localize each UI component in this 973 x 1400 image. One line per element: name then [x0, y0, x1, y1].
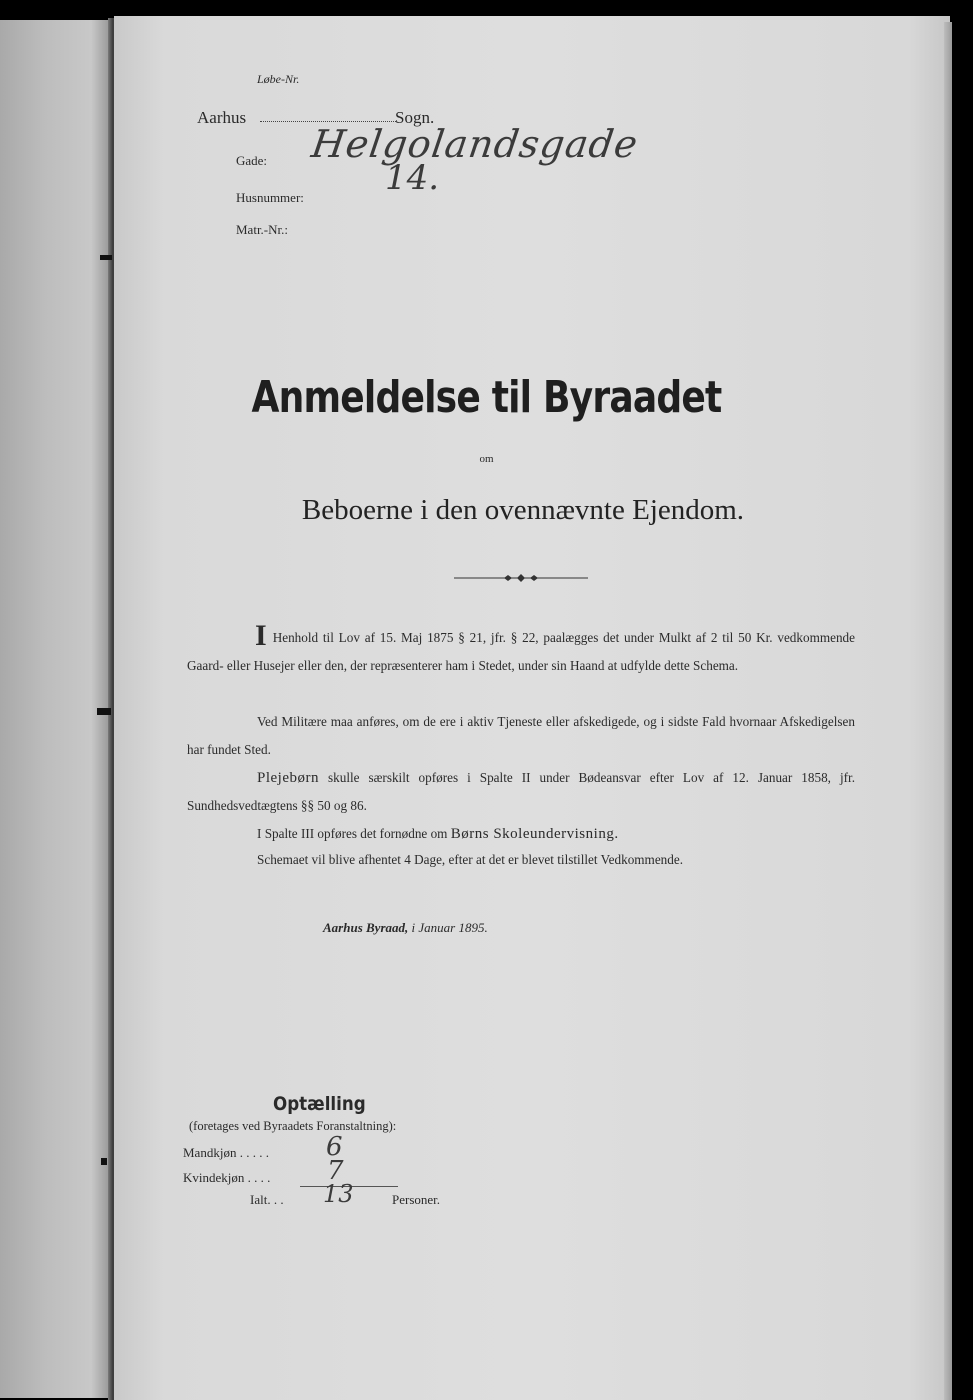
lobe-nr-label: Løbe-Nr.: [257, 72, 300, 86]
husnummer-handwritten-value: 14.: [385, 158, 440, 198]
skoleundervisning-emphasis: Børns Skoleundervisning.: [450, 826, 619, 842]
husnummer-label: Husnummer:: [236, 190, 304, 205]
mandkjon-value: 6: [326, 1132, 343, 1162]
title-om: om: [479, 453, 494, 465]
paragraph-text: Henhold til Lov af 15. Maj 1875 § 21, jfr. § 22, paalægges det under Mulkt af 2 til 50 Kr. vedkommende Gaard- eller Husejer eller den, der repræsenterer ham i Stedet, under sin Haand at udfylde dette Schema.: [187, 630, 855, 673]
gade-label: Gade:: [236, 153, 268, 168]
sogn-label: Sogn.: [395, 108, 435, 127]
kvindekjon-label: Kvindekjøn . . . .: [183, 1170, 271, 1185]
plejeborn-lead: Plejebørn: [257, 770, 319, 786]
margin-mark: [101, 1158, 107, 1165]
ialt-value: 13: [323, 1180, 354, 1208]
drop-cap: I: [255, 619, 267, 652]
kvindekjon-value: 7: [327, 1156, 344, 1186]
plejeborn-paragraph: [187, 764, 855, 820]
gade-handwritten-value: Helgolandsgade: [308, 122, 641, 166]
matr-nr-label: Matr.-Nr.:: [236, 222, 288, 237]
margin-mark: [100, 255, 112, 260]
military-paragraph: Ved Militære maa anføres, om de ere i aktiv Tjeneste eller afskedigede, og i sidste Fald hvornaar Afskedigelsen har fundet Sted.: [187, 714, 855, 757]
aarhus-label: Aarhus: [197, 108, 247, 127]
instruction-paragraph: [187, 619, 855, 680]
pickup-paragraph: Schemaet vil blive afhentet 4 Dage, efter at det er blevet tilstillet Vedkommende.: [257, 852, 684, 867]
ornament-divider: [454, 572, 588, 584]
count-note: (foretages ved Byraadets Foranstaltning):: [189, 1119, 397, 1133]
issuer-signature-line: [323, 920, 488, 936]
document-title: Anmeldelse til Byraadet: [251, 372, 722, 423]
document-subtitle: Beboerne i den ovennævnte Ejendom.: [301, 494, 745, 526]
issue-date: i Januar 1895.: [408, 920, 488, 935]
count-heading: Optælling: [273, 1093, 366, 1115]
paragraph-text: skulle særskilt opføres i Spalte II under Bødeansvar efter Lov af 12. Januar 1858, jfr. Sundhedsvedtægtens §§ 50 og 86.: [187, 770, 855, 813]
mandkjon-label: Mandkjøn . . . . .: [183, 1145, 269, 1160]
page-edge: [944, 22, 952, 1400]
issuer-name: Aarhus Byraad,: [323, 920, 409, 935]
margin-mark: [97, 708, 111, 715]
spalte-iii-paragraph: [257, 820, 857, 848]
paragraph-text: I Spalte III opføres det fornødne om: [257, 826, 451, 841]
personer-label: Personer.: [392, 1192, 441, 1207]
ialt-label: Ialt. . .: [250, 1192, 284, 1207]
